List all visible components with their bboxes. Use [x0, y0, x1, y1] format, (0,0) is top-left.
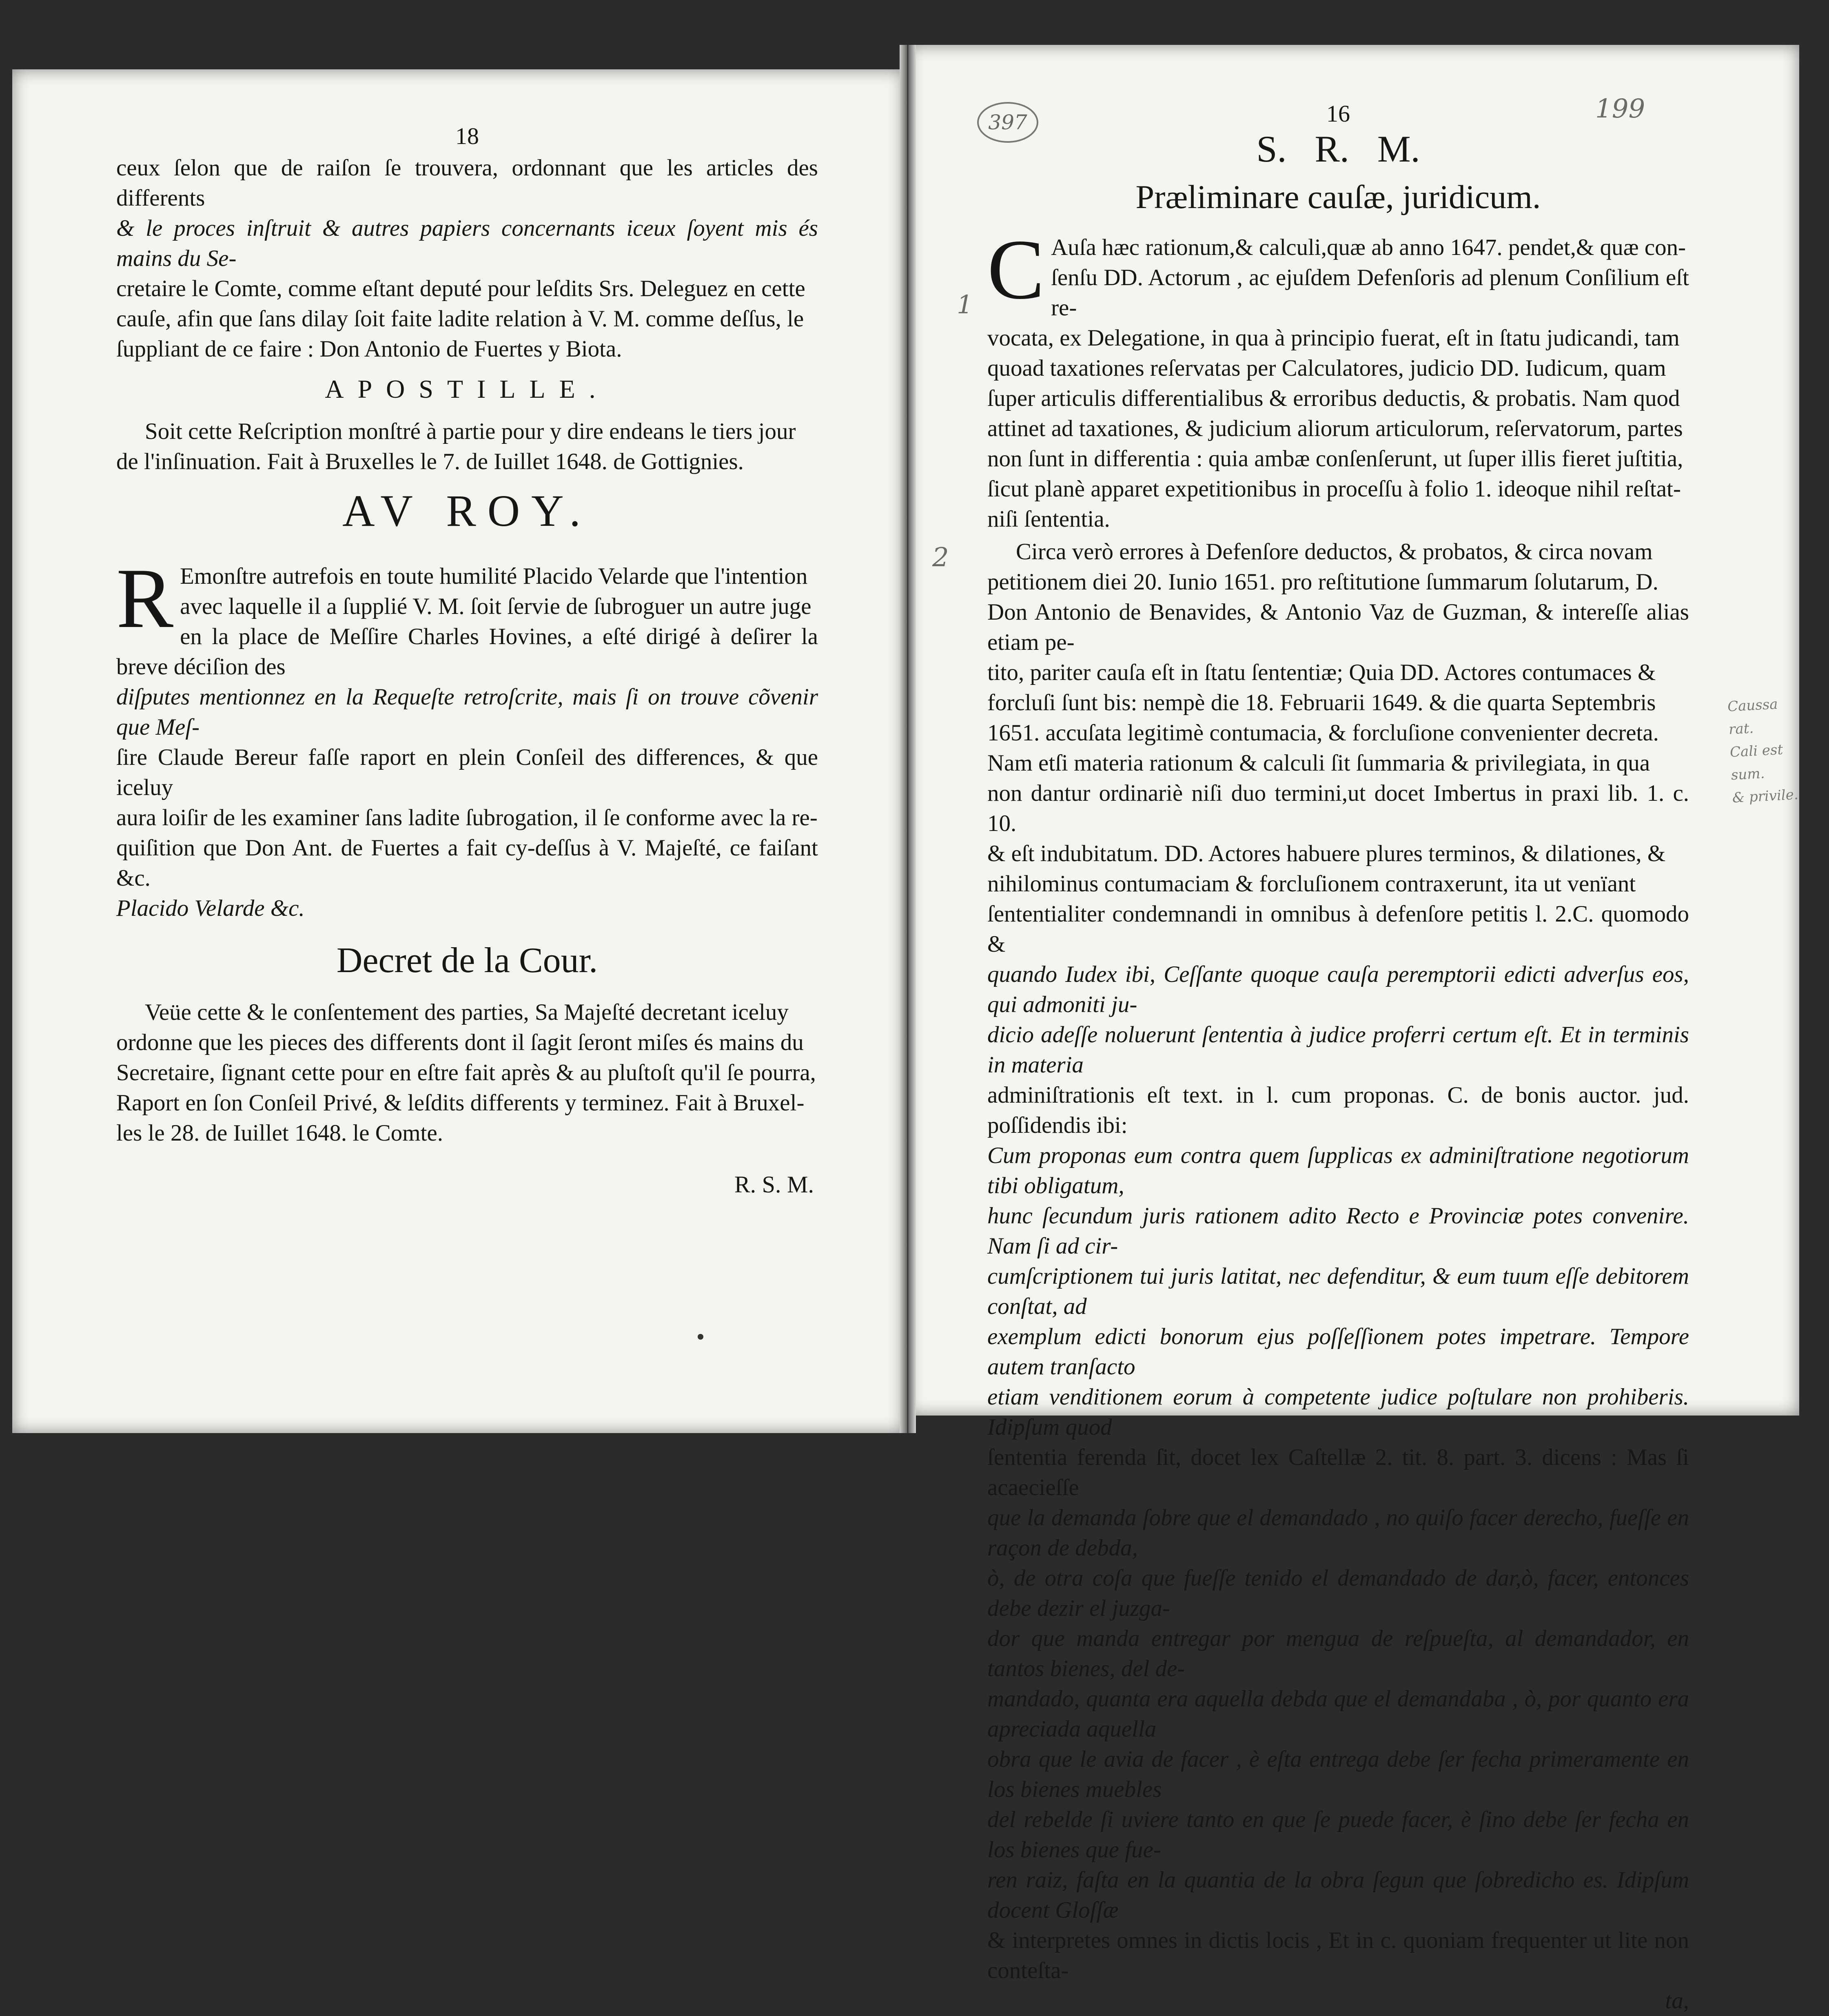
text-line: 1651. accuſata legitimè contumacia, & forcluſione convenienter decreta.	[987, 720, 1659, 746]
text-line: non dantur ordinariè niſi duo termini,ut docet Imbertus in praxi lib. 1. c. 10.	[987, 780, 1689, 836]
text-line: ſententia ferenda ſit, docet lex Caſtellæ 2. tit. 8. part. 3. dicens : Mas ſi acaecieſſe	[987, 1444, 1689, 1500]
text-line: cauſe, afin que ſans dilay ſoit faite ladite relation à V. M. comme deſſus, le	[116, 306, 804, 332]
text-line: attinet ad taxationes, & judicium aliorum articulorum, reſervatorum, partes	[987, 416, 1683, 441]
text-line: Cum proponas eum contra quem ſupplicas ex adminiſtratione negotiorum tibi obligatum,	[987, 1143, 1689, 1199]
text-line: Soit cette Reſcription monſtré à partie pour y dire endeans le tiers jour	[145, 419, 796, 444]
text-line: & interpretes omnes in dictis locis , Et in c. quoniam frequenter ut lite non conteſta-	[987, 1927, 1689, 1983]
left-opening-paragraph	[116, 153, 818, 364]
text-line: ſuper articulis differentialibus & erroribus deductis, & probatis. Nam quod	[987, 385, 1680, 411]
text-line: ſenſu DD. Actorum , ac ejuſdem Defenſoris ad plenum Conſilium eſt re-	[1051, 265, 1689, 321]
text-line: en la place de Meſſire Charles Hovines, a eſté dirigé à deſirer la breve déciſion des	[116, 624, 818, 680]
handwritten-folio-circle: 397	[977, 102, 1038, 143]
text-line: obra que le avia de facer , è eſta entrega debe ſer fecha primeramente en los bienes muebles	[987, 1746, 1689, 1802]
text-line: hunc ſecundum juris rationem adito Recto e Provinciæ potes convenire. Nam ſi ad cir-	[987, 1203, 1689, 1259]
text-line: ſuppliant de ce faire : Don Antonio de Fuertes y Biota.	[116, 336, 622, 362]
text-line: Veüe cette & le conſentement des parties, Sa Majeſté decretant iceluy	[145, 999, 789, 1025]
book-gutter	[900, 45, 916, 1433]
text-line: dicio adeſſe noluerunt ſententia à judice proferri certum eſt. Et in terminis in materia	[987, 1022, 1689, 1078]
note-line: & privile.	[1731, 786, 1799, 806]
text-line: & le proces inſtruit & autres papiers concernants iceux ſoyent mis és mains du Se-	[116, 215, 818, 271]
text-line: ſire Claude Bereur faſſe raport en plein Conſeil des differences, & que iceluy	[116, 744, 818, 800]
text-line: etiam venditionem eorum à competente judice poſtulare non prohiberis. Idipſum quod	[987, 1384, 1689, 1440]
text-line: cumſcriptionem tui juris latitat, nec defenditur, & eum tuum eſſe debitorem conſtat, ad	[987, 1263, 1689, 1319]
text-line: avec laquelle il a ſupplié V. M. ſoit ſervie de ſubroguer un autre juge	[180, 594, 811, 619]
text-line: mandado, quanta era aquella debda que el demandaba , ò, por quanto era apreciada aquella	[987, 1686, 1689, 1742]
text-line: ceux ſelon que de raiſon ſe trouvera, ordonnant que les articles des differents	[116, 155, 818, 211]
note-line: Caussa rat.	[1727, 696, 1778, 738]
text-line: quoad taxationes reſervatas per Calculatores, judicio DD. Iudicum, quam	[987, 355, 1666, 381]
right-page-number: 16	[1326, 100, 1350, 127]
text-line: petitionem diei 20. Iunio 1651. pro reſtitutione ſummarum ſolutarum, D.	[987, 569, 1658, 595]
drop-capital: C	[987, 222, 1045, 317]
handwritten-margin-note	[1727, 692, 1802, 810]
text-line: ſententialiter condemnandi in omnibus à defenſore petitis l. 2.C. quomodo &	[987, 901, 1689, 957]
right-column	[987, 100, 1689, 2016]
text-line: cretaire le Comte, comme eſtant deputé pour leſdits Srs. Deleguez en cette	[116, 276, 805, 301]
drop-capital: R	[116, 551, 174, 646]
apostille-title: APOSTILLE.	[325, 374, 610, 403]
right-page-title: Præliminare cauſæ, juridicum.	[1135, 178, 1541, 215]
text-line: & eſt indubitatum. DD. Actores habuere plures terminos, & dilationes, &	[987, 841, 1666, 866]
text-line: ren raiz, faſta en la quantia de la obra ſegun que ſobredicho es. Idipſum docent Gloſſæ	[987, 1867, 1689, 1923]
handwritten-margin-mark-1: 1	[957, 290, 973, 319]
decret-title: Decret de la Cour.	[336, 941, 598, 980]
text-line: Secretaire, ſignant cette pour en eſtre fait après & au pluſtoſt qu'il ſe pourra,	[116, 1060, 816, 1086]
text-line: dor que manda entregar por mengua de reſpueſta, al demandador, en tantos bienes, del de-	[987, 1626, 1689, 1681]
text-line: de l'inſinuation. Fait à Bruxelles le 7. de Iuillet 1648. de Gottignies.	[116, 449, 744, 474]
text-line: Raport en ſon Conſeil Privé, & leſdits differents y terminez. Fait à Bruxel-	[116, 1090, 805, 1116]
text-line: ordonne que les pieces des differents dont il ſagit ſeront miſes és mains du	[116, 1030, 804, 1055]
text-line: Placido Velarde &c.	[116, 895, 305, 921]
text-line: nihilominus contumaciam & forcluſionem contraxerunt, ita ut venïant	[987, 871, 1636, 897]
text-line: Circa verò errores à Defenſore deductos, & probatos, & circa novam	[1016, 539, 1653, 565]
au-roy-title: AV ROY.	[342, 486, 592, 536]
text-line: forcluſi ſunt bis: nempè die 18. Februarii 1649. & die quarta Septembris	[987, 690, 1656, 716]
text-line: Auſa hæc rationum,& calculi,quæ ab anno 1647. pendet,& quæ con-	[1051, 235, 1686, 260]
text-line: niſi ſententia.	[987, 506, 1110, 532]
ink-dot	[698, 1334, 703, 1340]
text-line: non ſunt in differentia : quia ambæ conſenſerunt, ut ſuper illis fieret juſtitia,	[987, 446, 1683, 472]
text-line: aura loiſir de les examiner ſans ladite ſubrogation, il ſe conforme avec la re-	[116, 805, 818, 831]
text-line: quiſition que Don Ant. de Fuertes a fait cy-deſſus à V. Majeſté, ce faiſant &c.	[116, 835, 818, 891]
apostille-paragraph	[116, 416, 818, 477]
decret-paragraph	[116, 997, 818, 1148]
right-page-header: S. R. M.	[1256, 128, 1420, 170]
text-line: diſputes mentionnez en la Requeſte retroſcrite, mais ſi on trouve cõvenir que Meſ-	[116, 684, 818, 740]
paragraph-2	[987, 537, 1689, 2016]
text-line: del rebelde ſi uviere tanto en que ſe puede facer, è ſino debe ſer fecha en los bienes que fue-	[987, 1807, 1689, 1863]
text-line: les le 28. de Iuillet 1648. le Comte.	[116, 1120, 443, 1146]
text-line: tito, pariter cauſa eſt in ſtatu ſententiæ; Quia DD. Actores contumaces &	[987, 660, 1656, 685]
text-line: exemplum edicti bonorum ejus poſſeſſionem potes impetrare. Tempore autem tranſacto	[987, 1324, 1689, 1380]
text-line: Nam etſi materia rationum & calculi ſit ſummaria & privilegiata, in qua	[987, 750, 1650, 776]
left-closing: R. S. M.	[734, 1171, 814, 1198]
text-line: que la demanda ſobre que el demandado , no quiſo facer derecho, fueſſe en raçon de debda,	[987, 1505, 1689, 1561]
text-line: Don Antonio de Benavides, & Antonio Vaz de Guzman, & intereſſe alias etiam pe-	[987, 599, 1689, 655]
text-line: ta,	[1665, 1988, 1689, 2014]
text-line: ò, de otra coſa que fueſſe tenido el demandado de dar,ò, facer, entonces debe dezir el juzga-	[987, 1565, 1689, 1621]
left-page-number: 18	[455, 123, 479, 149]
left-column	[116, 122, 818, 1148]
note-line: Cali est sum.	[1729, 741, 1784, 784]
text-line: ſicut planè apparet expetitionibus in proceſſu à folio 1. ideoque nihil reſtat-	[987, 476, 1681, 502]
handwritten-margin-mark-2: 2	[932, 543, 949, 573]
handwritten-folio-number: 199	[1595, 94, 1645, 124]
au-roy-paragraph	[116, 551, 818, 924]
text-line: adminiſtrationis eſt text. in l. cum proponas. C. de bonis auctor. jud. poſſidendis ibi:	[987, 1082, 1689, 1138]
text-line: Emonſtre autrefois en toute humilité Placido Velarde que l'intention	[180, 563, 808, 589]
paragraph-1	[987, 222, 1689, 534]
text-line: quando Iudex ibi, Ceſſante quoque cauſa peremptorii edicti adverſus eos, qui admoniti ju-	[987, 961, 1689, 1017]
text-line: vocata, ex Delegatione, in qua à principio fuerat, eſt in ſtatu judicandi, tam	[987, 325, 1680, 351]
